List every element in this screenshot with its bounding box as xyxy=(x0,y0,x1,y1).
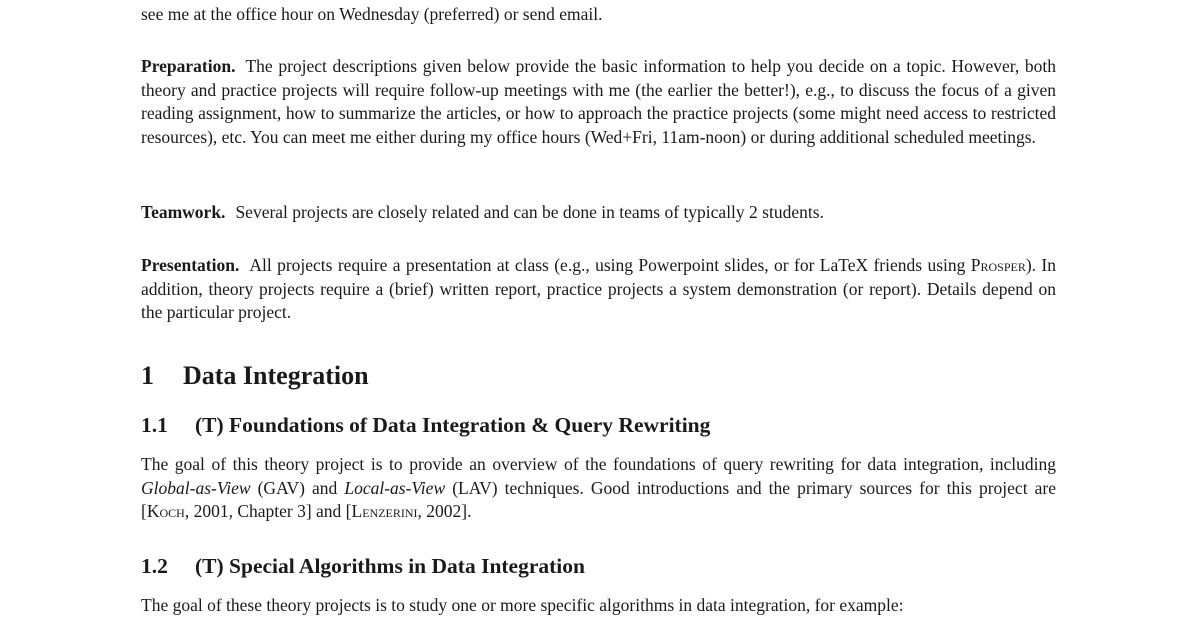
section-1-2-text: The goal of these theory projects is to study one or more specific algorithms in data integration, for example: xyxy=(141,595,904,615)
prosper-name: Prosper xyxy=(970,255,1026,275)
presentation-label: Presentation. xyxy=(141,255,240,275)
section-1-2-paragraph xyxy=(141,594,1056,618)
citation-lenzerini[interactable]: Lenzerini xyxy=(351,501,418,521)
preparation-paragraph xyxy=(141,55,1056,149)
preparation-label: Preparation. xyxy=(141,56,236,76)
teamwork-text: Several projects are closely related and can be done in teams of typically 2 students. xyxy=(235,202,824,222)
citation-koch[interactable]: Koch xyxy=(146,501,185,521)
preparation-text: The project descriptions given below provide the basic information to help you decide on a topic. However, both theory and practice projects will require follow-up meetings with me (the earlier the better!), e.g., to discuss the focus of a given reading assignment, how to summarize the articles, or how to approach the practice projects (some might need access to restricted resources), etc. You can meet me either during my office hours (Wed+Fri, 11am-noon) or during additional scheduled meetings. xyxy=(141,56,1056,147)
teamwork-paragraph xyxy=(141,201,1056,225)
presentation-text-1: All projects require a presentation at class (e.g., using Powerpoint slides, or for LaTeX friends using xyxy=(249,255,971,275)
section-1-2-title: (T) Special Algorithms in Data Integration xyxy=(195,554,585,578)
section-1-1-text-4: , 2001, Chapter 3] and [ xyxy=(184,501,352,521)
lav-term: Local-as-View xyxy=(344,477,446,498)
section-1-1-text-2: (GAV) and xyxy=(250,477,345,498)
section-1-1-number: 1.1 xyxy=(141,413,168,437)
section-1-1-text-5: , 2002]. xyxy=(417,501,472,521)
section-1-2-heading xyxy=(141,553,1056,579)
section-1-1-text-3: (LAV) techniques. Good introductions and the primary sources for this project are [ xyxy=(141,477,1056,521)
section-1-1-paragraph xyxy=(141,453,1056,524)
section-1-1-heading xyxy=(141,412,1056,438)
teamwork-label: Teamwork. xyxy=(141,202,226,222)
presentation-paragraph xyxy=(141,254,1056,325)
section-1-number: 1 xyxy=(141,361,154,390)
intro-text: see me at the office hour on Wednesday (preferred) or send email. xyxy=(141,4,603,24)
intro-paragraph-tail xyxy=(141,3,1056,27)
section-1-heading xyxy=(141,361,1056,391)
section-1-1-text-1: The goal of this theory project is to provide an overview of the foundations of query rewriting for data integration, including xyxy=(141,454,1056,474)
section-1-title: Data Integration xyxy=(183,361,369,390)
gav-term: Global-as-View xyxy=(141,477,251,498)
section-1-2-number: 1.2 xyxy=(141,554,168,578)
section-1-1-title: (T) Foundations of Data Integration & Query Rewriting xyxy=(195,413,711,437)
presentation-text-2: ). In addition, theory projects require a (brief) written report, practice projects a system demonstration (or report). Details depend on the particular project. xyxy=(141,255,1056,322)
